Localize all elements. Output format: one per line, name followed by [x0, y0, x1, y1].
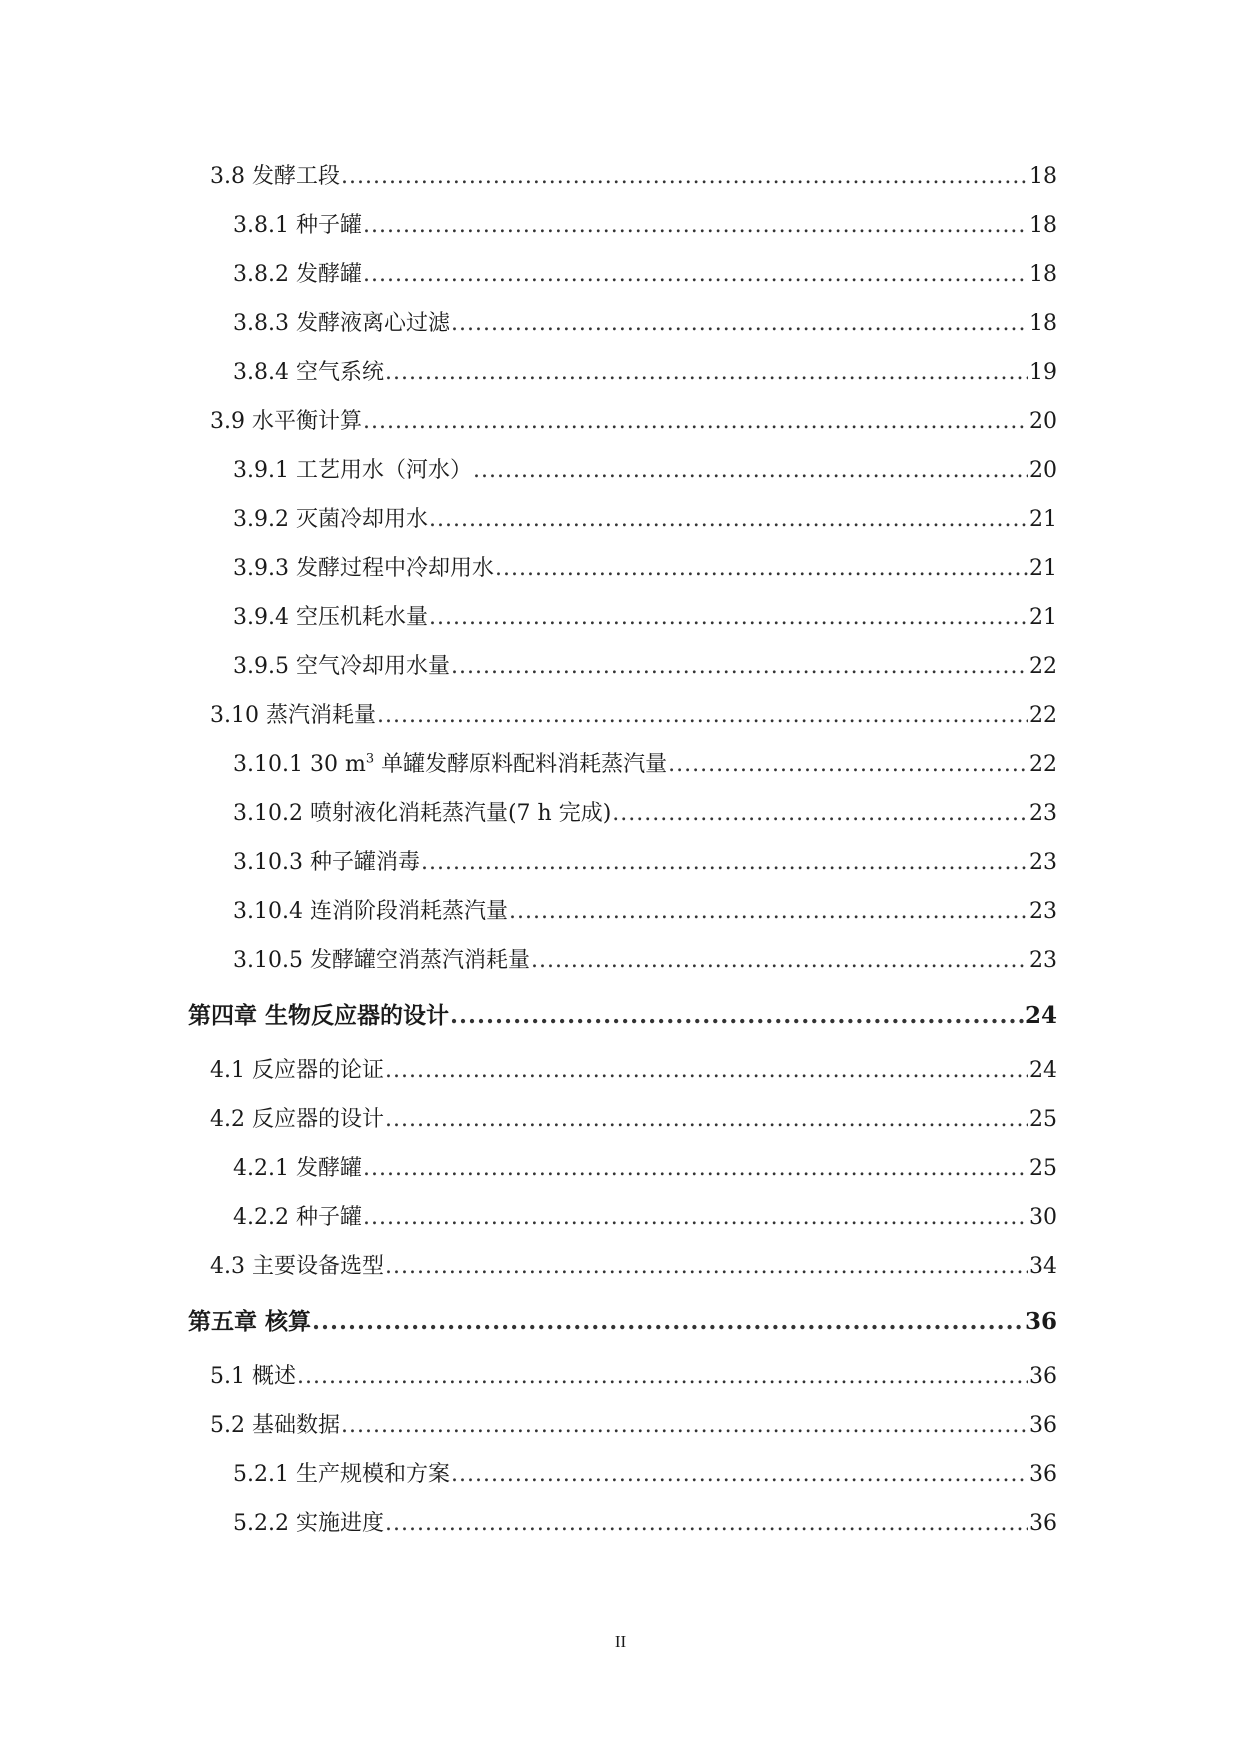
page-number: II [614, 1632, 627, 1651]
toc-entry-title [233, 740, 667, 789]
toc-entry-title: 3.9.4 空压机耗水量 [233, 605, 428, 630]
toc-entry[interactable] [188, 887, 1057, 936]
toc-entry-title: 第五章 核算 [188, 1308, 312, 1335]
toc-entry[interactable] [188, 201, 1057, 250]
toc-entry-page-number: 20 [1029, 409, 1057, 434]
toc-entry-page-number: 24 [1029, 1058, 1057, 1083]
toc-entry-title: 5.2.2 实施进度 [233, 1511, 384, 1536]
toc-entry-title: 4.2.2 种子罐 [233, 1205, 362, 1230]
toc-entry[interactable] [188, 1401, 1057, 1450]
toc-entry-page-number: 21 [1029, 507, 1057, 532]
toc-entry-page-number: 18 [1029, 164, 1057, 189]
toc-entry-page-number: 22 [1029, 752, 1057, 777]
toc-entry-page-number: 18 [1029, 213, 1057, 238]
toc-dot-leader [312, 1291, 1024, 1352]
toc-entry-title: 第四章 生物反应器的设计 [188, 1002, 450, 1029]
toc-dot-leader [385, 1095, 1028, 1144]
toc-entry-page-number: 36 [1029, 1413, 1057, 1438]
table-of-contents [188, 152, 1057, 1548]
toc-dot-leader [429, 495, 1028, 544]
toc-entry-page-number: 23 [1029, 948, 1057, 973]
toc-entry-page-number: 23 [1029, 850, 1057, 875]
toc-entry[interactable] [188, 936, 1057, 985]
toc-dot-leader [297, 1352, 1028, 1401]
toc-dot-leader [612, 789, 1028, 838]
toc-entry-page-number: 18 [1029, 311, 1057, 336]
toc-dot-leader [429, 593, 1028, 642]
toc-dot-leader [509, 887, 1028, 936]
toc-entry[interactable] [188, 593, 1057, 642]
toc-entry[interactable] [188, 299, 1057, 348]
toc-entry-title: 3.8.4 空气系统 [233, 360, 384, 385]
toc-entry-title: 4.2.1 发酵罐 [233, 1156, 362, 1181]
toc-entry[interactable] [188, 789, 1057, 838]
toc-dot-leader [668, 740, 1028, 789]
toc-dot-leader [451, 642, 1028, 691]
toc-entry[interactable] [188, 1242, 1057, 1291]
toc-entry-title-superscript: 3 [365, 751, 375, 767]
toc-entry-page-number: 30 [1029, 1205, 1057, 1230]
toc-entry-title: 3.9.2 灭菌冷却用水 [233, 507, 428, 532]
toc-entry-title: 3.9.1 工艺用水（河水） [233, 458, 472, 483]
toc-entry-title: 3.10.5 发酵罐空消蒸汽消耗量 [233, 948, 530, 973]
toc-entry[interactable] [188, 348, 1057, 397]
toc-dot-leader [421, 838, 1028, 887]
toc-entry[interactable] [188, 1144, 1057, 1193]
toc-entry[interactable] [188, 250, 1057, 299]
toc-entry-title: 3.10.4 连消阶段消耗蒸汽量 [233, 899, 508, 924]
toc-entry-page-number: 19 [1029, 360, 1057, 385]
toc-entry[interactable] [188, 740, 1057, 789]
toc-chapter-entry[interactable] [188, 1291, 1057, 1352]
toc-dot-leader [377, 691, 1028, 740]
toc-dot-leader [341, 1401, 1028, 1450]
toc-entry[interactable] [188, 1046, 1057, 1095]
toc-entry[interactable] [188, 397, 1057, 446]
toc-dot-leader [451, 1450, 1028, 1499]
toc-dot-leader [363, 250, 1028, 299]
toc-entry-page-number: 22 [1029, 654, 1057, 679]
toc-entry-page-number: 36 [1024, 1308, 1057, 1335]
toc-entry-page-number: 21 [1029, 605, 1057, 630]
toc-entry[interactable] [188, 446, 1057, 495]
toc-entry[interactable] [188, 544, 1057, 593]
toc-dot-leader [385, 1499, 1028, 1548]
toc-entry-page-number: 36 [1029, 1511, 1057, 1536]
toc-entry-page-number: 25 [1029, 1107, 1057, 1132]
toc-entry-title: 3.9 水平衡计算 [210, 409, 362, 434]
toc-dot-leader [531, 936, 1028, 985]
toc-dot-leader [341, 152, 1028, 201]
toc-entry-title: 4.2 反应器的设计 [210, 1107, 384, 1132]
toc-entry-page-number: 20 [1029, 458, 1057, 483]
toc-entry[interactable] [188, 838, 1057, 887]
toc-dot-leader [385, 1046, 1028, 1095]
toc-entry[interactable] [188, 1499, 1057, 1548]
toc-dot-leader [363, 1144, 1028, 1193]
toc-entry-title: 3.10.3 种子罐消毒 [233, 850, 420, 875]
toc-entry-title: 4.3 主要设备选型 [210, 1254, 384, 1279]
toc-dot-leader [385, 348, 1028, 397]
toc-entry-title: 3.8.3 发酵液离心过滤 [233, 311, 450, 336]
toc-entry-title: 3.10 蒸汽消耗量 [210, 703, 376, 728]
toc-entry-title: 4.1 反应器的论证 [210, 1058, 384, 1083]
toc-entry-title: 3.8.1 种子罐 [233, 213, 362, 238]
toc-entry-title-part: 3.10.1 30 m [233, 752, 366, 777]
toc-entry-title: 3.9.3 发酵过程中冷却用水 [233, 556, 494, 581]
toc-entry-page-number: 36 [1029, 1462, 1057, 1487]
toc-entry[interactable] [188, 642, 1057, 691]
toc-dot-leader [363, 1193, 1028, 1242]
toc-entry-page-number: 23 [1029, 801, 1057, 826]
toc-entry-page-number: 36 [1029, 1364, 1057, 1389]
toc-entry-page-number: 24 [1024, 1002, 1057, 1029]
toc-entry[interactable] [188, 1095, 1057, 1144]
toc-dot-leader [363, 397, 1028, 446]
toc-entry[interactable] [188, 1352, 1057, 1401]
toc-entry-title: 3.9.5 空气冷却用水量 [233, 654, 450, 679]
toc-entry-page-number: 22 [1029, 703, 1057, 728]
toc-entry[interactable] [188, 152, 1057, 201]
toc-dot-leader [451, 299, 1028, 348]
toc-entry-title: 3.8.2 发酵罐 [233, 262, 362, 287]
toc-chapter-entry[interactable] [188, 985, 1057, 1046]
toc-dot-leader [495, 544, 1028, 593]
toc-entry-page-number: 21 [1029, 556, 1057, 581]
toc-dot-leader [473, 446, 1028, 495]
toc-entry-title: 5.1 概述 [210, 1364, 296, 1389]
toc-entry-title-part: 单罐发酵原料配料消耗蒸汽量 [374, 752, 668, 777]
toc-entry-title: 5.2 基础数据 [210, 1413, 340, 1438]
toc-dot-leader [385, 1242, 1028, 1291]
toc-entry-title: 5.2.1 生产规模和方案 [233, 1462, 450, 1487]
toc-entry-page-number: 34 [1029, 1254, 1057, 1279]
toc-entry[interactable] [188, 495, 1057, 544]
toc-entry[interactable] [188, 691, 1057, 740]
toc-entry[interactable] [188, 1193, 1057, 1242]
toc-entry-title: 3.10.2 喷射液化消耗蒸汽量(7 h 完成) [233, 801, 612, 826]
toc-entry-page-number: 25 [1029, 1156, 1057, 1181]
toc-dot-leader [450, 985, 1024, 1046]
toc-entry-title: 3.8 发酵工段 [210, 164, 340, 189]
toc-entry-page-number: 18 [1029, 262, 1057, 287]
toc-entry[interactable] [188, 1450, 1057, 1499]
toc-entry-page-number: 23 [1029, 899, 1057, 924]
toc-dot-leader [363, 201, 1028, 250]
